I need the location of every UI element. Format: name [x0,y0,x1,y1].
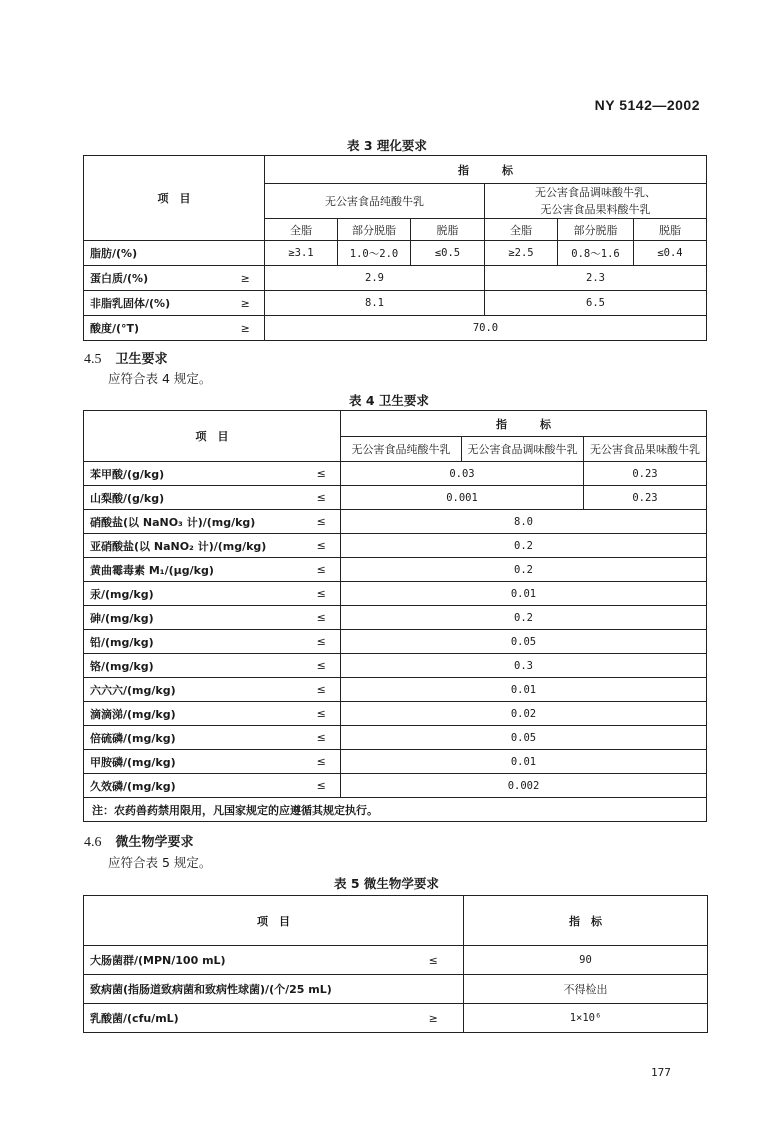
table3-subheader: 部分脱脂 [338,219,411,241]
row-item: 汞/(mg/kg) [84,582,303,606]
table3-subheader: 全脂 [265,219,338,241]
section-4-6-text: 应符合表 5 规定。 [108,855,212,870]
cell-value: ≤0.4 [634,241,707,266]
section-number: 4.6 [84,835,102,850]
row-item: 酸度/(°T) [84,316,227,341]
table5-col-item: 项 目 [84,896,464,946]
table-row [84,291,707,316]
table3 [83,155,707,341]
cell-value: 1×10⁶ [464,1004,708,1033]
row-symbol: ≥ [227,266,265,291]
row-item: 铬/(mg/kg) [84,654,303,678]
row-symbol [404,975,464,1004]
table-row [84,266,707,291]
row-symbol: ≥ [404,1004,464,1033]
table3-group2 [485,184,707,219]
section-title: 微生物学要求 [115,835,194,850]
table-row [84,582,707,606]
table3-subheader: 部分脱脂 [558,219,634,241]
row-item: 致病菌(指肠道致病菌和致病性球菌)/(个/25 mL) [84,975,404,1004]
cell-value: 0.8～1.6 [558,241,634,266]
section-4-5-heading [84,348,168,368]
cell-value: 0.002 [341,774,707,798]
section-4-6-heading [84,831,194,851]
row-item: 乳酸菌/(cfu/mL) [84,1004,404,1033]
table-row [84,534,707,558]
cell-value: 1.0～2.0 [338,241,411,266]
cell-value: 2.3 [485,266,707,291]
row-item: 黄曲霉毒素 M₁/(μg/kg) [84,558,303,582]
row-symbol: ≤ [303,678,341,702]
row-symbol: ≤ [303,702,341,726]
table5-col-index: 指 标 [464,896,708,946]
page-number: 177 [651,1066,671,1079]
row-symbol: ≤ [303,582,341,606]
cell-value: ≥3.1 [265,241,338,266]
cell-value: 0.01 [341,582,707,606]
table3-col-item: 项 目 [84,156,265,241]
table3-group2-line1: 无公害食品调味酸牛乳、 [535,186,656,199]
cell-value: 0.23 [584,462,707,486]
table-row [84,946,708,975]
table5 [83,895,708,1033]
table3-col-index: 指 标 [265,156,707,184]
row-item: 苯甲酸/(g/kg) [84,462,303,486]
table-row [84,774,707,798]
cell-value: 0.3 [341,654,707,678]
table4-col-item: 项 目 [84,411,341,462]
cell-value: 0.03 [341,462,584,486]
row-item: 脂肪/(%) [84,241,227,266]
cell-value: 6.5 [485,291,707,316]
row-symbol: ≤ [303,654,341,678]
row-item: 久效磷/(mg/kg) [84,774,303,798]
table-row [84,750,707,774]
cell-value: 8.0 [341,510,707,534]
cell-value: 70.0 [265,316,707,341]
row-symbol: ≤ [303,750,341,774]
row-symbol: ≥ [227,291,265,316]
standard-code: NY 5142—2002 [594,97,700,113]
cell-value: 0.2 [341,606,707,630]
cell-value: 8.1 [265,291,485,316]
row-symbol: ≤ [303,486,341,510]
cell-value: 0.01 [341,678,707,702]
table5-caption: 表 5 微生物学要求 [334,876,439,891]
row-symbol: ≤ [303,606,341,630]
cell-value: 90 [464,946,708,975]
row-symbol: ≤ [303,534,341,558]
row-symbol: ≥ [227,316,265,341]
table-row [84,510,707,534]
table-row [84,558,707,582]
cell-value: 2.9 [265,266,485,291]
table-row [84,486,707,510]
cell-value: 不得检出 [464,975,708,1004]
table-row [84,975,708,1004]
cell-value: ≥2.5 [485,241,558,266]
section-title: 卫生要求 [115,352,168,367]
table4-caption: 表 4 卫生要求 [349,393,429,408]
table-row [84,654,707,678]
cell-value: 0.2 [341,558,707,582]
table3-subheader: 脱脂 [634,219,707,241]
row-symbol: ≤ [303,462,341,486]
row-item: 非脂乳固体/(%) [84,291,227,316]
table4-col-index: 指 标 [341,411,707,437]
row-item: 倍硫磷/(mg/kg) [84,726,303,750]
table-row [84,1004,708,1033]
row-item: 滴滴涕/(mg/kg) [84,702,303,726]
table3-subheader: 全脂 [485,219,558,241]
table4-subheader: 无公害食品果味酸牛乳 [584,437,707,462]
table-row [84,241,707,266]
table3-group1: 无公害食品纯酸牛乳 [265,184,485,219]
table-row [84,462,707,486]
section-4-5-text: 应符合表 4 规定。 [108,371,212,386]
table-row [84,316,707,341]
section-number: 4.5 [84,352,102,367]
table3-group2-line2: 无公害食品果料酸牛乳 [540,203,651,216]
row-item: 硝酸盐(以 NaNO₃ 计)/(mg/kg) [84,510,303,534]
row-item: 蛋白质/(%) [84,266,227,291]
table3-caption: 表 3 理化要求 [347,138,427,153]
row-item: 山梨酸/(g/kg) [84,486,303,510]
row-symbol: ≤ [404,946,464,975]
cell-value: 0.02 [341,702,707,726]
cell-value: 0.23 [584,486,707,510]
cell-value: 0.05 [341,726,707,750]
row-symbol: ≤ [303,630,341,654]
table-row [84,606,707,630]
row-symbol: ≤ [303,510,341,534]
row-symbol: ≤ [303,774,341,798]
row-item: 六六六/(mg/kg) [84,678,303,702]
table4-subheader: 无公害食品调味酸牛乳 [462,437,584,462]
cell-value: ≤0.5 [411,241,485,266]
cell-value: 0.001 [341,486,584,510]
table-row [84,630,707,654]
table4-note: 注：农药兽药禁用限用，凡国家规定的应遵循其规定执行。 [84,798,707,822]
row-item: 亚硝酸盐(以 NaNO₂ 计)/(mg/kg) [84,534,303,558]
row-item: 大肠菌群/(MPN/100 mL) [84,946,404,975]
table3-subheader: 脱脂 [411,219,485,241]
row-item: 铅/(mg/kg) [84,630,303,654]
cell-value: 0.2 [341,534,707,558]
row-symbol [227,241,265,266]
table4-subheader: 无公害食品纯酸牛乳 [341,437,462,462]
table4 [83,410,707,822]
table-row [84,678,707,702]
table-row [84,702,707,726]
row-item: 砷/(mg/kg) [84,606,303,630]
row-symbol: ≤ [303,726,341,750]
table-row [84,726,707,750]
row-item: 甲胺磷/(mg/kg) [84,750,303,774]
cell-value: 0.01 [341,750,707,774]
cell-value: 0.05 [341,630,707,654]
row-symbol: ≤ [303,558,341,582]
